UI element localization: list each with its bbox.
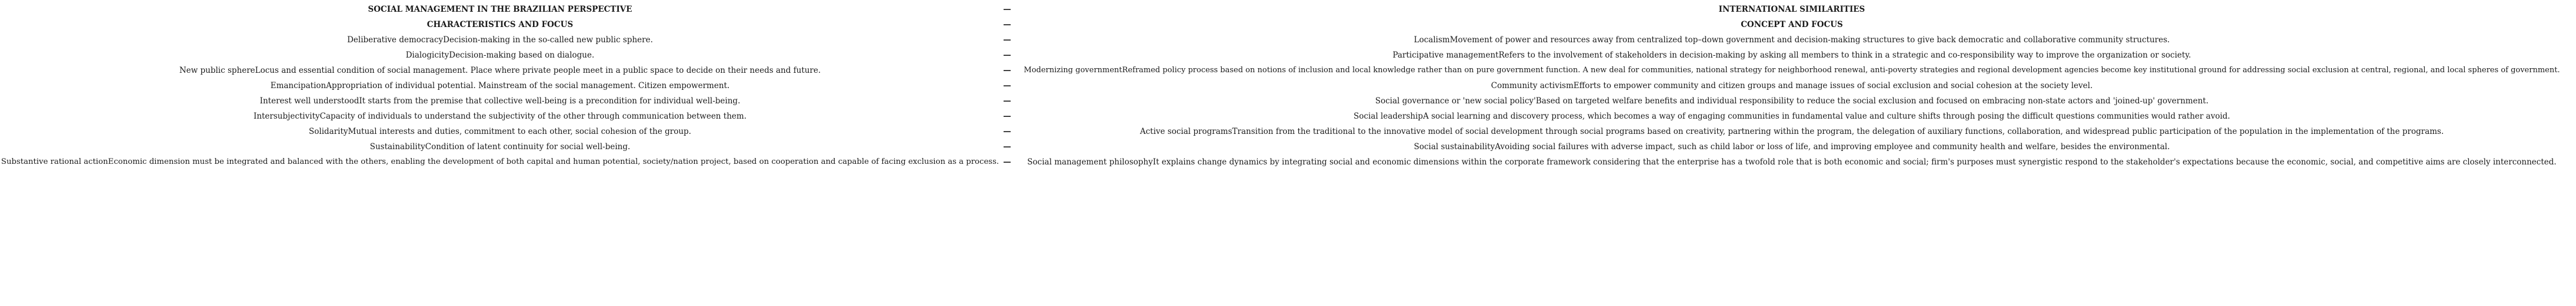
right-column-subtitle: CONCEPT AND FOCUS [1741,20,1843,29]
header-separator: — [1003,5,1011,14]
header-row-titles [0,2,2576,17]
row-separator: — [1003,112,1011,121]
table-row [0,139,2576,154]
right-column-title: INTERNATIONAL SIMILARITIES [1718,5,1865,14]
table-row [0,93,2576,109]
table-row [0,78,2576,93]
row-separator: — [1003,51,1011,60]
row-separator: — [1003,35,1011,45]
table-row [0,32,2576,48]
row-separator: — [1003,142,1011,152]
international-similarity-cell: Community activismEfforts to empower community and citizen groups and manage issues of social exclusion and social cohesion at the society level. [1491,81,2093,90]
table-row [0,48,2576,63]
subheader-separator: — [1003,20,1011,29]
international-similarity-cell: Social governance or 'new social policy'Based on targeted welfare benefits and individual responsibility to reduce the social exclusion and focused on embracing non-state actors and 'joined-up' government. [1375,96,2209,106]
row-separator: — [1003,157,1011,167]
international-similarity-cell: Social sustainabilityAvoiding social failures with adverse impact, such as child labor or loss of life, and improving employee and community health and welfare, besides the environmental. [1414,142,2170,152]
brazilian-characteristic-cell: EmancipationAppropriation of individual potential. Mainstream of the social management. Citizen empowerment. [270,81,730,90]
brazilian-characteristic-cell: Substantive rational actionEconomic dimension must be integrated and balanced with the others, enabling the development of both capital and human potential, society/nation project, based on cooperation and capable of facing exclusion as a process. [1,157,999,166]
table-row [0,154,2576,170]
international-similarity-cell: Participative managementRefers to the involvement of stakeholders in decision-making by asking all members to think in a strategic and co-responsibility way to improve the organization or society. [1392,51,2191,60]
brazilian-characteristic-cell: New public sphereLocus and essential condition of social management. Place where private people meet in a public space to decide on their needs and future. [179,66,821,75]
international-similarity-cell: Social management philosophyIt explains change dynamics by integrating social and economic dimensions within the corporate framework considering that the enterprise has a twofold role that is both economic and social; firm's purposes must synergistic respond to the stakeholder's expectations because the economic, social, and competitive aims are closely interconnected. [1027,157,2557,167]
header-row-subtitles [0,17,2576,32]
left-column-title: SOCIAL MANAGEMENT IN THE BRAZILIAN PERSPECTIVE [368,5,632,14]
brazilian-characteristic-cell: SustainabilityCondition of latent continuity for social well-being. [369,142,631,152]
left-column-subtitle: CHARACTERISTICS AND FOCUS [426,20,574,29]
international-similarity-cell: LocalismMovement of power and resources away from centralized top–down government and decision-making structures to give back democratic and collaborative community structures. [1414,35,2170,45]
brazilian-characteristic-cell: IntersubjectivityCapacity of individuals to understand the subjectivity of the other through communication between them. [253,112,747,121]
row-separator: — [1003,81,1011,90]
table-row [0,109,2576,124]
brazilian-characteristic-cell: DialogicityDecision-making based on dialogue. [405,51,595,60]
table-row [0,124,2576,139]
international-similarity-cell: Modernizing governmentReframed policy process based on notions of inclusion and local knowledge rather than on pure government function. A new deal for communities, national strategy for neighborhood renewal, anti-poverty strategies and regional development agencies become key institutional ground for addressing social exclusion at central, regional, and local spheres of government. [1024,66,2560,75]
table-row [0,63,2576,78]
row-separator: — [1003,96,1011,106]
brazilian-characteristic-cell: SolidarityMutual interests and duties, commitment to each other, social cohesion of the group. [309,127,691,136]
international-similarity-cell: Social leadershipA social learning and discovery process, which becomes a way of engaging communities in fundamental value and culture shifts through posing the difficult questions communities would rather avoid. [1354,112,2230,121]
row-separator: — [1003,127,1011,136]
international-similarity-cell: Active social programsTransition from the traditional to the innovative model of social development through social programs based on creativity, partnering within the program, the delegation of auxiliary functions, collaboration, and widespread public participation of the population in the implementation of the programs. [1139,127,2444,136]
row-separator: — [1003,66,1011,75]
brazilian-characteristic-cell: Deliberative democracyDecision-making in the so-called new public sphere. [347,35,653,45]
brazilian-characteristic-cell: Interest well understoodIt starts from the premise that collective well-being is a precondition for individual well-being. [259,96,741,106]
